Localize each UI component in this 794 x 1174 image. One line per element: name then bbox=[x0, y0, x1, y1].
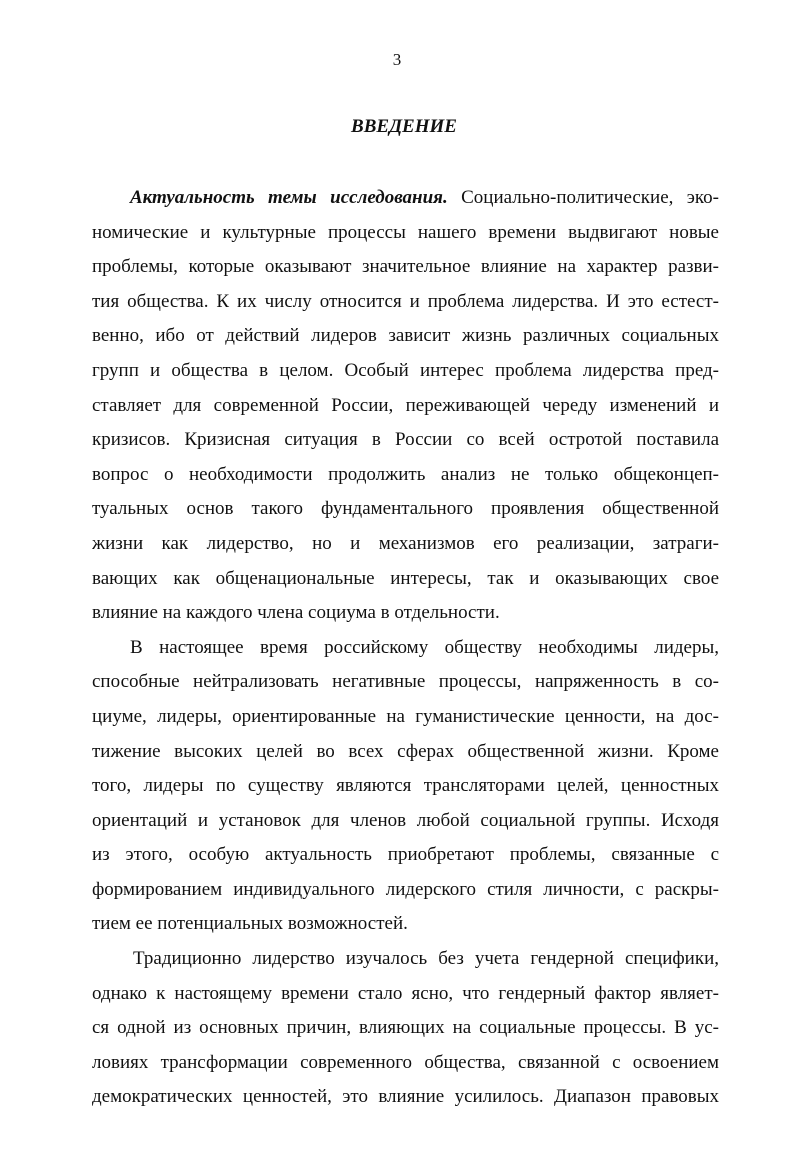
paragraph-1-line: групп и общества в целом. Особый интерес проблема лидерства пред- bbox=[92, 359, 719, 381]
body-text bbox=[92, 181, 719, 1115]
paragraph-3-line: Традиционно лидерство изучалось без учета гендерной специфики, bbox=[133, 948, 719, 970]
paragraph-2-line: из этого, особую актуальность приобретают проблемы, связанные с bbox=[92, 844, 719, 866]
paragraph-3-line: ся одной из основных причин, влияющих на социальные процессы. В ус- bbox=[92, 1017, 719, 1039]
paragraph-2-line: формированием индивидуального лидерского стиля личности, с раскры- bbox=[92, 878, 719, 900]
page-number: 3 bbox=[392, 50, 402, 69]
paragraph-1-line: туальных основ такого фундаментального проявления общественной bbox=[92, 498, 719, 520]
paragraph-2-line: В настоящее время российскому обществу необходимы лидеры, bbox=[130, 636, 719, 658]
paragraph-1-line bbox=[92, 181, 719, 216]
paragraph-1-line: ставляет для современной России, переживающей череду изменений и bbox=[92, 394, 719, 416]
paragraph-2-line: тижение высоких целей во всех сферах общественной жизни. Кроме bbox=[92, 740, 719, 762]
paragraph-1-line: влияние на каждого члена социума в отдельности. bbox=[92, 602, 500, 624]
paragraph-1-line: номические и культурные процессы нашего времени выдвигают новые bbox=[92, 221, 719, 243]
paragraph-2-line: ориентаций и установок для членов любой социальной группы. Исходя bbox=[92, 809, 719, 831]
paragraph-2-line: того, лидеры по существу являются трансляторами целей, ценностных bbox=[92, 775, 719, 797]
paragraph-1-line: кризисов. Кризисная ситуация в России со всей остротой поставила bbox=[92, 429, 719, 451]
paragraph-1-line: проблемы, которые оказывают значительное влияние на характер разви- bbox=[92, 256, 719, 278]
paragraph-3-line: демократических ценностей, это влияние усилилось. Диапазон правовых bbox=[92, 1086, 719, 1108]
paragraph-3-line: однако к настоящему времени стало ясно, что гендерный фактор являет- bbox=[92, 982, 719, 1004]
paragraph-1-first-line-rest: Социально-политические, эко- bbox=[447, 187, 719, 208]
topic-relevance-lead: Актуальность темы исследования. bbox=[130, 187, 448, 208]
paragraph-2-line: тием ее потенциальных возможностей. bbox=[92, 913, 408, 935]
paragraph-2-line: способные нейтрализовать негативные процессы, напряженность в со- bbox=[92, 671, 719, 693]
paragraph-2-line: циуме, лидеры, ориентированные на гуманистические ценности, на дос- bbox=[92, 705, 719, 727]
paragraph-1-line: венно, ибо от действий лидеров зависит жизнь различных социальных bbox=[92, 325, 719, 347]
paragraph-1-line: вающих как общенациональные интересы, так и оказывающих свое bbox=[92, 567, 719, 589]
paragraph-1-line: тия общества. К их числу относится и проблема лидерства. И это естест- bbox=[92, 290, 719, 312]
paragraph-1-line: вопрос о необходимости продолжить анализ не только общеконцеп- bbox=[92, 463, 719, 485]
paragraph-1-line: жизни как лидерство, но и механизмов его реализации, затраги- bbox=[92, 532, 719, 554]
paragraph-3-line: ловиях трансформации современного общества, связанной с освоением bbox=[92, 1051, 719, 1073]
section-heading: ВВЕДЕНИЕ bbox=[351, 116, 457, 137]
